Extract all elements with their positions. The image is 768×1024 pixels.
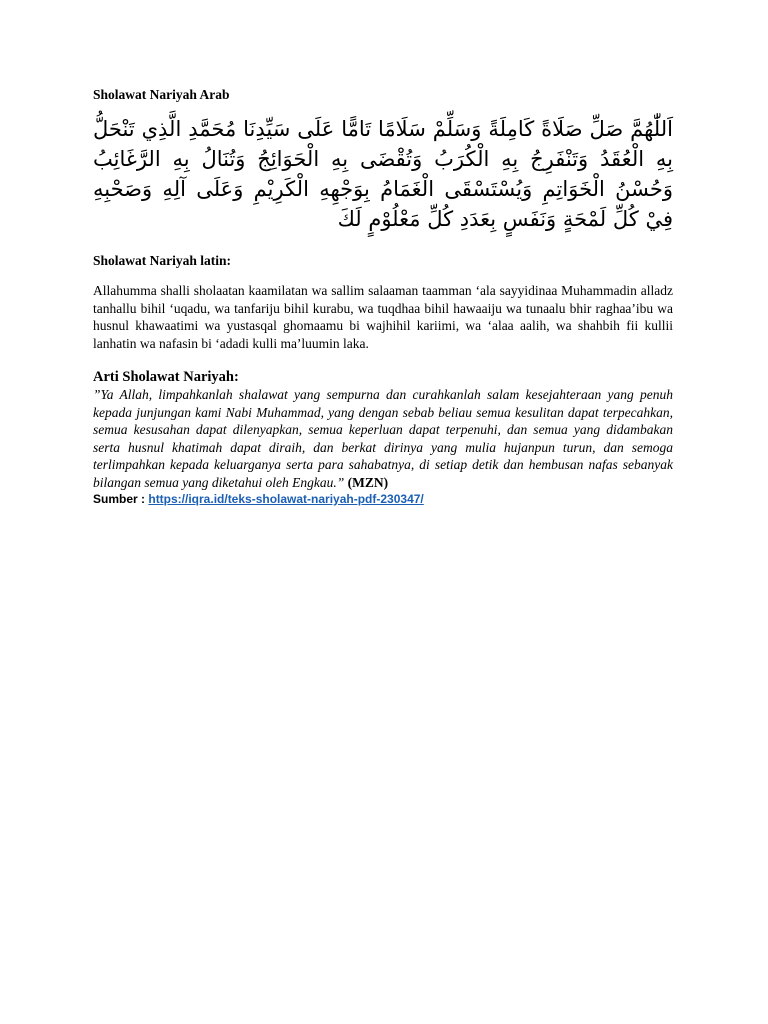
arti-text: ”Ya Allah, limpahkanlah shalawat yang sempurna dan curahkanlah salam kesejahteraan yang penuh kepada junjungan kami Nabi Muhammad, yang dengan sebab beliau semua kesulitan dapat terpecahkan, semua kesusahan dapat dilenyapkan, semua keperluan dapat terpenuhi, dan semua yang didambakan serta husnul khatimah dapat diraih, dan berkat dirinya yang mulia hujanpun turun, dan semoga terlimpahkan kepada keluarganya serta para sahabatnya, di setiap detik dan hembusan nafas sebanyak bilangan semua yang diketahui oleh Engkau.” bbox=[93, 387, 673, 490]
heading-arab: Sholawat Nariyah Arab bbox=[93, 87, 230, 102]
latin-text: Allahumma shalli sholaatan kaamilatan wa sallim salaaman taamman ‘ala sayyidinaa Muhammadin alladz tanhallu bihil ‘uqadu, wa tanfariju bihil kurabu, wa tuqdhaa bihil hawaaiju wa tunaalu bhir raghaa’ibu wa husnul khawaatimi wa yustasqal ghomaamu bi wajhihil kariimi, wa ‘alaa aalih, wa shahbih fii kullii lanhatin wa nafasin bi ‘adadi kulli ma’luumin laka. bbox=[93, 283, 673, 351]
arabic-text: اَللّٰهُمَّ صَلِّ صَلَاةً كَامِلَةً وَسَلِّمْ سَلَامًا تَامًّا عَلَى سَيِّدِنَا مُحَمَّدِ الَّذِي تَنْحَلُّ بِهِ الْعُقَدُ وَتَنْفَرِجُ بِهِ الْكُرَبُ وَتُقْضَى بِهِ الْحَوَائِجُ وَتُنَالُ بِهِ الرَّغَائِبُ وَحُسْنُ الْخَوَاتِمِ وَيُسْتَسْقَى الْغَمَامُ بِوَجْهِهِ الْكَرِيْمِ وَعَلَى آلِهِ وَصَحْبِهِ فِيْ كُلِّ لَمْحَةٍ وَنَفَسٍ بِعَدَدِ كُلِّ مَعْلُوْمٍ لَكَ bbox=[93, 117, 673, 231]
heading-arti: Arti Sholawat Nariyah: bbox=[93, 369, 239, 385]
source-link[interactable]: https://iqra.id/teks-sholawat-nariyah-pdf-230347/ bbox=[148, 492, 424, 506]
source-label: Sumber : bbox=[93, 492, 146, 506]
arti-paragraph bbox=[93, 386, 673, 491]
document-content bbox=[93, 86, 673, 507]
heading-latin: Sholawat Nariyah latin: bbox=[93, 253, 232, 268]
arti-credit: (MZN) bbox=[347, 474, 389, 490]
source-line bbox=[93, 491, 673, 507]
